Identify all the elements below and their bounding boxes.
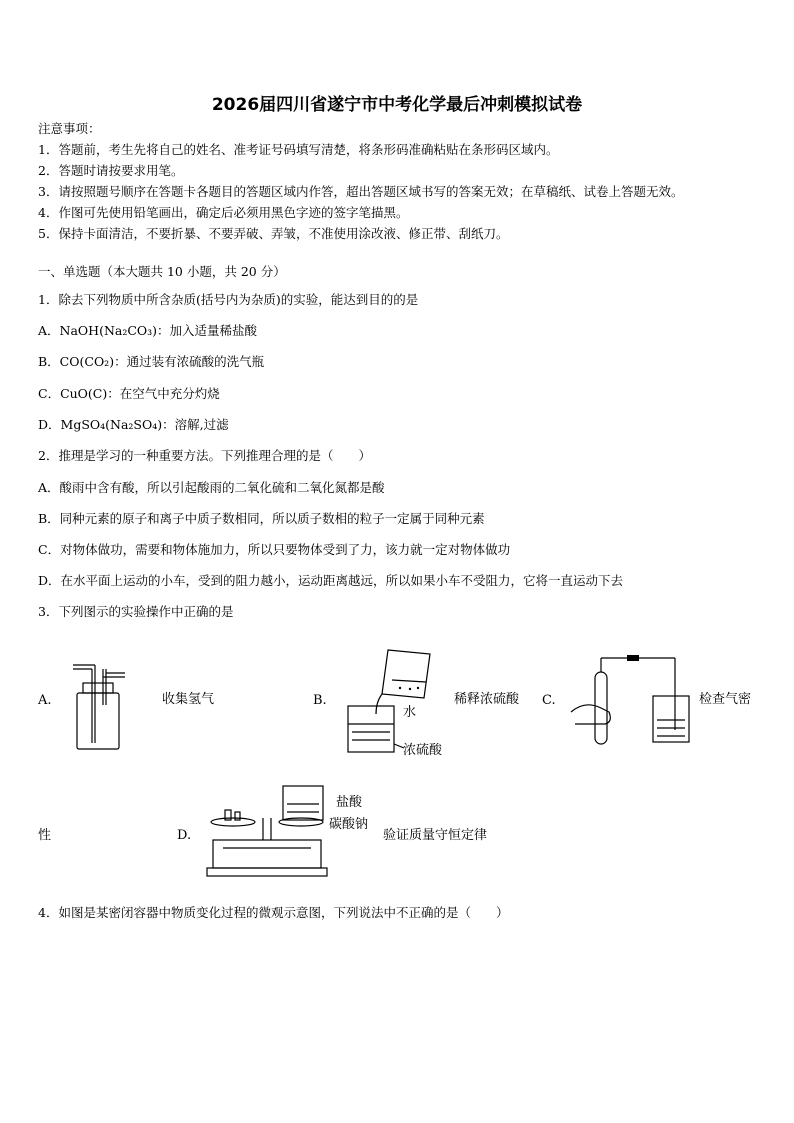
q3-option-a-letter: A.	[38, 693, 52, 708]
q3-option-b-acid: 浓硫酸	[403, 743, 443, 758]
q3-option-c-text-continued: 性	[38, 828, 52, 843]
q2-option-d: D．在水平面上运动的小车，受到的阻力越小，运动距离越远，所以如果小车不受阻力，它将一直运动下去	[38, 573, 624, 588]
notice-item-3: 3．请按照题号顺序在答题卡各题目的答题区域内作答，超出答题区域书写的答案无效；在草稿纸、试卷上答题无效。	[38, 184, 684, 199]
q1-stem: 1．除去下列物质中所含杂质(括号内为杂质)的实验，能达到目的的是	[38, 292, 419, 307]
q1-option-d: D．MgSO₄(Na₂SO₄)：溶解,过滤	[38, 417, 229, 432]
notice-heading: 注意事项：	[38, 121, 101, 136]
q2-option-a: A．酸雨中含有酸，所以引起酸雨的二氧化硫和二氧化氮都是酸	[38, 480, 385, 495]
q3-option-b-letter: B.	[313, 693, 327, 708]
q3-option-b-text: 稀释浓硫酸	[454, 692, 520, 707]
q3-option-c-text: 检查气密	[699, 692, 752, 707]
balance-figure	[203, 782, 333, 882]
q3-option-d-text: 验证质量守恒定律	[383, 828, 488, 843]
q3-option-d-letter: D.	[177, 828, 192, 843]
q3-option-a-text: 收集氢气	[162, 692, 215, 707]
page-title: 2026届四川省遂宁市中考化学最后冲刺模拟试卷	[211, 95, 583, 115]
airtightness-figure	[565, 650, 690, 750]
q1-option-b: B．CO(CO₂)：通过装有浓硫酸的洗气瓶	[38, 354, 265, 369]
q2-option-c: C．对物体做功，需要和物体施加力，所以只要物体受到了力，该力就一定对物体做功	[38, 542, 511, 557]
q3-option-c-letter: C.	[542, 693, 556, 708]
notice-item-1: 1．答题前，考生先将自己的姓名、准考证号码填写清楚，将条形码准确粘贴在条形码区域内。	[38, 142, 559, 157]
q1-option-a: A．NaOH(Na₂CO₃)：加入适量稀盐酸	[38, 323, 258, 338]
q3-option-d-hcl: 盐酸	[336, 795, 363, 810]
dilution-figure	[340, 640, 450, 760]
q3-option-d-na2co3: 碳酸钠	[329, 817, 369, 832]
q3-stem: 3．下列图示的实验操作中正确的是	[38, 604, 234, 619]
q1-option-c: C．CuO(C)：在空气中充分灼烧	[38, 386, 220, 401]
q4-stem: 4．如图是某密闭容器中物质变化过程的微观示意图，下列说法中不正确的是（ ）	[38, 905, 509, 920]
notice-item-2: 2．答题时请按要求用笔。	[38, 163, 184, 178]
q2-option-b: B．同种元素的原子和离子中质子数相同，所以质子数相的粒子一定属于同种元素	[38, 511, 485, 526]
notice-item-4: 4．作图可先使用铅笔画出，确定后必须用黑色字迹的签字笔描黑。	[38, 205, 409, 220]
q2-stem: 2．推理是学习的一种重要方法。下列推理合理的是（ ）	[38, 448, 371, 463]
q3-option-b-water: 水	[403, 705, 417, 720]
section-heading: 一、单选题（本大题共 10 小题，共 20 分）	[38, 264, 286, 279]
notice-item-5: 5．保持卡面清洁，不要折暴、不要弄破、弄皱，不准使用涂改液、修正带、刮纸刀。	[38, 226, 509, 241]
gas-collection-bottle-figure	[65, 655, 135, 755]
